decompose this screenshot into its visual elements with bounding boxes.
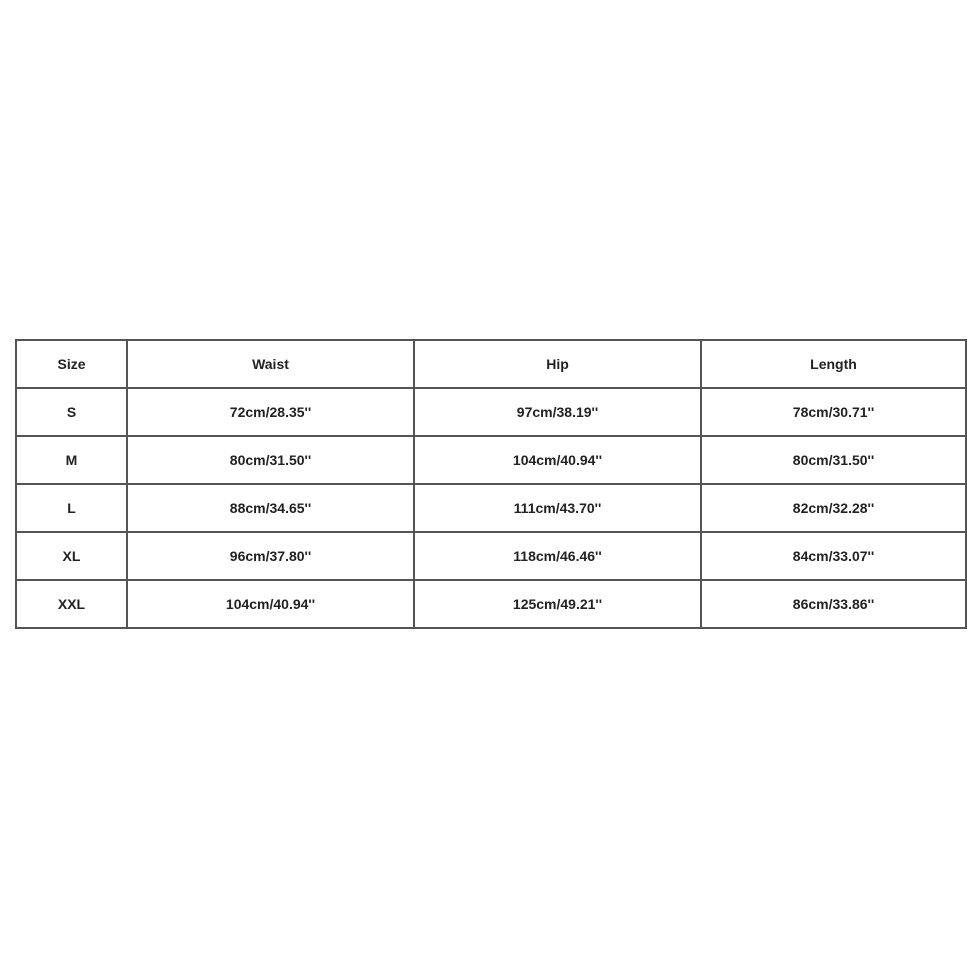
waist-cell: 72cm/28.35'' <box>127 388 414 436</box>
header-size: Size <box>16 340 127 388</box>
hip-cell: 97cm/38.19'' <box>414 388 701 436</box>
size-cell: L <box>16 484 127 532</box>
waist-cell: 96cm/37.80'' <box>127 532 414 580</box>
hip-cell: 125cm/49.21'' <box>414 580 701 628</box>
table-row <box>16 436 966 484</box>
size-chart-table <box>15 339 967 629</box>
size-cell: M <box>16 436 127 484</box>
size-cell: XXL <box>16 580 127 628</box>
length-cell: 84cm/33.07'' <box>701 532 966 580</box>
header-waist: Waist <box>127 340 414 388</box>
length-cell: 80cm/31.50'' <box>701 436 966 484</box>
table-row <box>16 580 966 628</box>
header-length: Length <box>701 340 966 388</box>
length-cell: 78cm/30.71'' <box>701 388 966 436</box>
header-hip: Hip <box>414 340 701 388</box>
length-cell: 86cm/33.86'' <box>701 580 966 628</box>
waist-cell: 88cm/34.65'' <box>127 484 414 532</box>
table-row <box>16 388 966 436</box>
table-row <box>16 532 966 580</box>
waist-cell: 104cm/40.94'' <box>127 580 414 628</box>
hip-cell: 118cm/46.46'' <box>414 532 701 580</box>
hip-cell: 104cm/40.94'' <box>414 436 701 484</box>
length-cell: 82cm/32.28'' <box>701 484 966 532</box>
size-cell: S <box>16 388 127 436</box>
table-row <box>16 484 966 532</box>
size-cell: XL <box>16 532 127 580</box>
waist-cell: 80cm/31.50'' <box>127 436 414 484</box>
table-header-row <box>16 340 966 388</box>
hip-cell: 111cm/43.70'' <box>414 484 701 532</box>
